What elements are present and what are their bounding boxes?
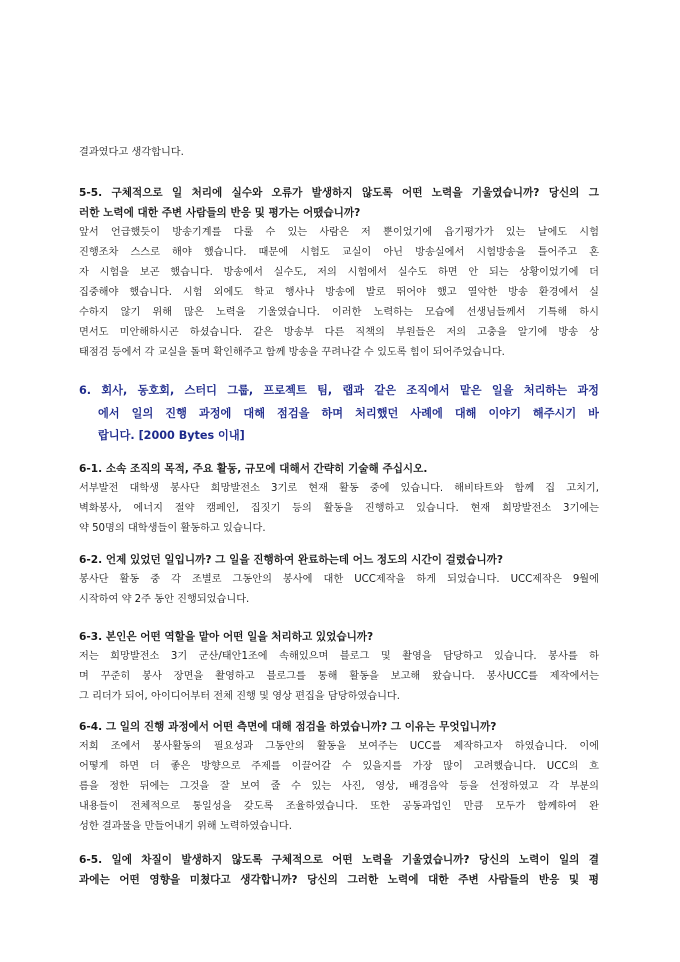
question-6-4 <box>79 717 599 737</box>
text-line: 자 시험을 보곤 했습니다. 방송에서 실수도, 저의 시험에서 실수도 하면 안 되는 상황이었기에 더 <box>79 267 599 278</box>
question-5-5 <box>79 183 599 223</box>
text-line: 수하지 않기 위해 많은 노력을 기울였습니다. 이러한 노력하는 모습에 선생님들께서 기특해 하시 <box>79 307 599 318</box>
question-line: 러한 노력에 대한 주변 사람들의 반응 및 평가는 어땠습니까? <box>79 207 361 219</box>
question-6-5 <box>79 850 599 890</box>
question-line: 6-3. 본인은 어떤 역할을 맡아 어떤 일을 처리하고 있었습니까? <box>79 631 374 643</box>
question-line: 6-1. 소속 조직의 목적, 주요 활동, 규모에 대해서 간략히 기술해 주십시오. <box>79 463 428 475</box>
text-line: 내용들이 전체적으로 통일성을 갖도록 조율하였습니다. 또한 공동과업인 만큼 모두가 함께하여 완 <box>79 801 599 812</box>
question-6-1 <box>79 459 599 479</box>
text-line: 벽화봉사, 에너지 절약 캠페인, 집짓기 등의 활동을 진행하고 있습니다. 현재 희망발전소 3기에는 <box>79 503 599 514</box>
section-title-line: 6. 회사, 동호회, 스터디 그룹, 프로젝트 팀, 랩과 같은 조직에서 맡은 일을 처리하는 과정 <box>79 384 599 397</box>
text-line: 저는 희망발전소 3기 군산/태안1조에 속해있으며 블로그 및 촬영을 담당하고 있습니다. 봉사를 하 <box>79 651 599 662</box>
answer-6-2 <box>79 570 599 610</box>
text-line: 진행조차 스스로 해야 했습니다. 때문에 시험도 교실이 아닌 방송실에서 시험방송을 틀어주고 혼 <box>79 247 599 258</box>
text-line: 저희 조에서 봉사활동의 필요성과 그동안의 활동을 보여주는 UCC를 제작하고자 하였습니다. 이에 <box>79 741 599 752</box>
text-line: 서부발전 대학생 봉사단 희망발전소 3기로 현재 활동 중에 있습니다. 해비타트와 함께 집 고치기, <box>79 483 599 494</box>
answer-6-4 <box>79 737 599 837</box>
text-line: 시작하여 약 2주 동안 진행되었습니다. <box>79 594 250 605</box>
section-6-heading <box>79 380 599 448</box>
question-line: 과에는 어떤 영향을 미쳤다고 생각합니까? 당신의 그러한 노력에 대한 주변 사람들의 반응 및 평 <box>79 874 599 886</box>
question-line: 5-5. 구체적으로 일 처리에 실수와 오류가 발생하지 않도록 어떤 노력을 기울였습니까? 당신의 그 <box>79 187 599 199</box>
text-line: 성한 결과물을 만들어내기 위해 노력하였습니다. <box>79 821 293 832</box>
text-line: 면서도 미안해하시곤 하셨습니다. 같은 방송부 다른 직책의 부원들은 저의 고충을 알기에 방송 상 <box>79 327 599 338</box>
question-6-2 <box>79 550 599 570</box>
text-line: 결과였다고 생각합니다. <box>79 147 184 158</box>
intro-paragraph <box>79 143 599 163</box>
text-line: 어떻게 하면 더 좋은 방향으로 주제를 이끌어갈 수 있을지를 가장 많이 고려했습니다. UCC의 흐 <box>79 761 599 772</box>
text-line: 앞서 언급했듯이 방송기계를 다룰 수 있는 사람은 저 뿐이었기에 읍기평가가 있는 날에도 시험 <box>79 227 599 238</box>
answer-5-5 <box>79 223 599 363</box>
question-6-3 <box>79 627 599 647</box>
section-title-line: 에서 일의 진행 과정에 대해 점검을 하며 처리했던 사례에 대해 이야기 해주시기 바 <box>98 406 599 420</box>
text-line: 집중해야 했습니다. 시험 외에도 학교 행사나 방송에 발로 뛰어야 했고 열악한 방송 환경에서 실 <box>79 287 599 298</box>
text-line: 며 꾸준히 봉사 장면을 촬영하고 블로그를 통해 활동을 보고해 왔습니다. 봉사UCC를 제작에서는 <box>79 671 599 682</box>
text-line: 름을 정한 뒤에는 그것을 잘 보여 줄 수 있는 사진, 영상, 배경음악 등을 선정하였고 각 부분의 <box>79 781 599 792</box>
text-line: 태점검 등에서 각 교실을 돌며 확인해주고 함께 방송을 꾸려나갈 수 있도록 힘이 되어주었습니다. <box>79 347 505 358</box>
section-title-line: 랍니다. [2000 Bytes 이내] <box>98 429 245 442</box>
answer-6-3 <box>79 647 599 707</box>
question-line: 6-4. 그 일의 진행 과정에서 어떤 측면에 대해 점검을 하였습니까? 그 이유는 무엇입니까? <box>79 721 497 733</box>
question-line: 6-5. 일에 차질이 발생하지 않도록 구체적으로 어떤 노력을 기울였습니까? 당신의 노력이 일의 결 <box>79 854 599 866</box>
text-line: 봉사단 활동 중 각 조별로 그동안의 봉사에 대한 UCC제작을 하게 되었습니다. UCC제작은 9월에 <box>79 574 599 585</box>
question-line: 6-2. 언제 있었던 일입니까? 그 일을 진행하여 완료하는데 어느 정도의 시간이 걸렸습니까? <box>79 554 503 566</box>
text-line: 약 50명의 대학생들이 활동하고 있습니다. <box>79 523 266 534</box>
answer-6-1 <box>79 479 599 539</box>
text-line: 그 리더가 되어, 아이디어부터 전체 진행 및 영상 편집을 담당하였습니다. <box>79 691 401 702</box>
